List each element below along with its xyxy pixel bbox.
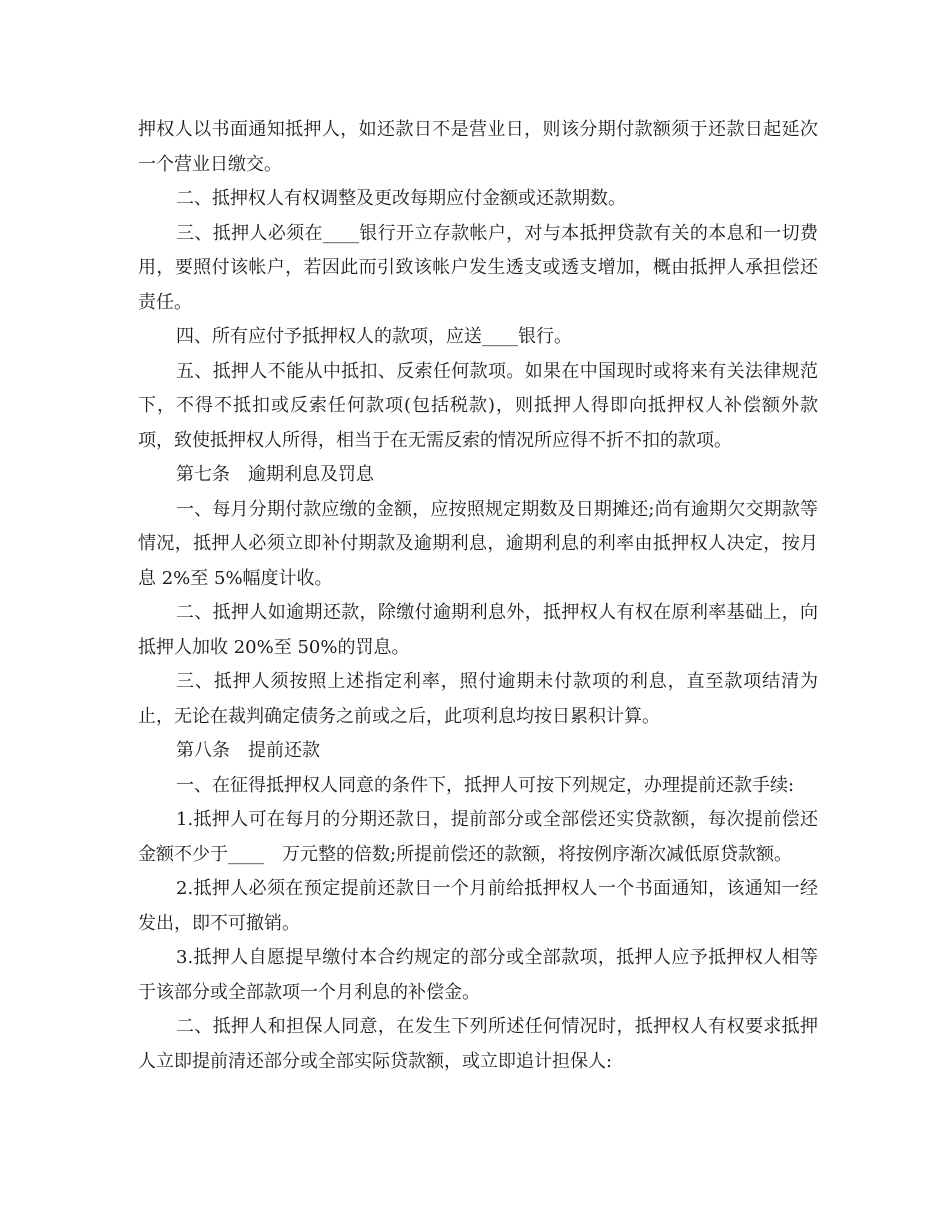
paragraph-article-8-subitem-3: 3.抵押人自愿提早缴付本合约规定的部分或全部款项，抵押人应予抵押权人相等于该部分或全部款项一个月利息的补偿金。 bbox=[138, 947, 818, 1003]
paragraph-article-7-item-3: 三、抵押人须按照上述指定利率，照付逾期未付款项的利息，直至款项结清为止，无论在裁判确定债务之前或之后，此项利息均按日累积计算。 bbox=[138, 671, 818, 727]
paragraph-article-7-item-2: 二、抵押人如逾期还款，除缴付逾期利息外，抵押权人有权在原利率基础上，向抵押人加收 20%至 50%的罚息。 bbox=[138, 602, 818, 658]
article-8-heading: 第八条 提前还款 bbox=[176, 740, 320, 761]
article-7-heading: 第七条 逾期利息及罚息 bbox=[176, 464, 374, 485]
paragraph-continuation: 押权人以书面通知抵押人，如还款日不是营业日，则该分期付款额须于还款日起延次一个营业日缴交。 bbox=[138, 119, 818, 175]
paragraph-clause-4: 四、所有应付予抵押权人的款项，应送____银行。 bbox=[176, 326, 572, 347]
paragraph-clause-5: 五、抵押人不能从中抵扣、反索任何款项。如果在中国现时或将来有关法律规范下，不得不抵扣或反索任何款项(包括税款)，则抵押人得即向抵押权人补偿额外款项，致使抵押权人所得，相当于在无需反索的情况所应得不折不扣的款项。 bbox=[138, 360, 818, 451]
paragraph-article-7-item-1: 一、每月分期付款应缴的金额，应按照规定期数及日期摊还;尚有逾期欠交期款等情况，抵押人必须立即补付期款及逾期利息，逾期利息的利率由抵押权人决定，按月息 2%至 5%幅度计收。 bbox=[138, 498, 818, 589]
paragraph-article-8-subitem-2: 2.抵押人必须在预定提前还款日一个月前给抵押权人一个书面通知，该通知一经发出，即不可撤销。 bbox=[138, 878, 818, 934]
document-body bbox=[138, 113, 818, 1079]
paragraph-clause-2: 二、抵押权人有权调整及更改每期应付金额或还款期数。 bbox=[176, 188, 626, 209]
paragraph-clause-3: 三、抵押人必须在____银行开立存款帐户，对与本抵押贷款有关的本息和一切费用，要照付该帐户，若因此而引致该帐户发生透支或透支增加，概由抵押人承担偿还责任。 bbox=[138, 222, 818, 313]
paragraph-article-8-subitem-1: 1.抵押人可在每月的分期还款日，提前部分或全部偿还实贷款额，每次提前偿还金额不少于____ 万元整的倍数;所提前偿还的款额，将按例序渐次减低原贷款额。 bbox=[138, 809, 818, 865]
paragraph-article-8-item-1: 一、在征得抵押权人同意的条件下，抵押人可按下列规定，办理提前还款手续: bbox=[176, 774, 795, 796]
paragraph-article-8-item-2: 二、抵押人和担保人同意，在发生下列所述任何情况时，抵押权人有权要求抵押人立即提前清还部分或全部实际贷款额，或立即追计担保人: bbox=[138, 1016, 818, 1072]
